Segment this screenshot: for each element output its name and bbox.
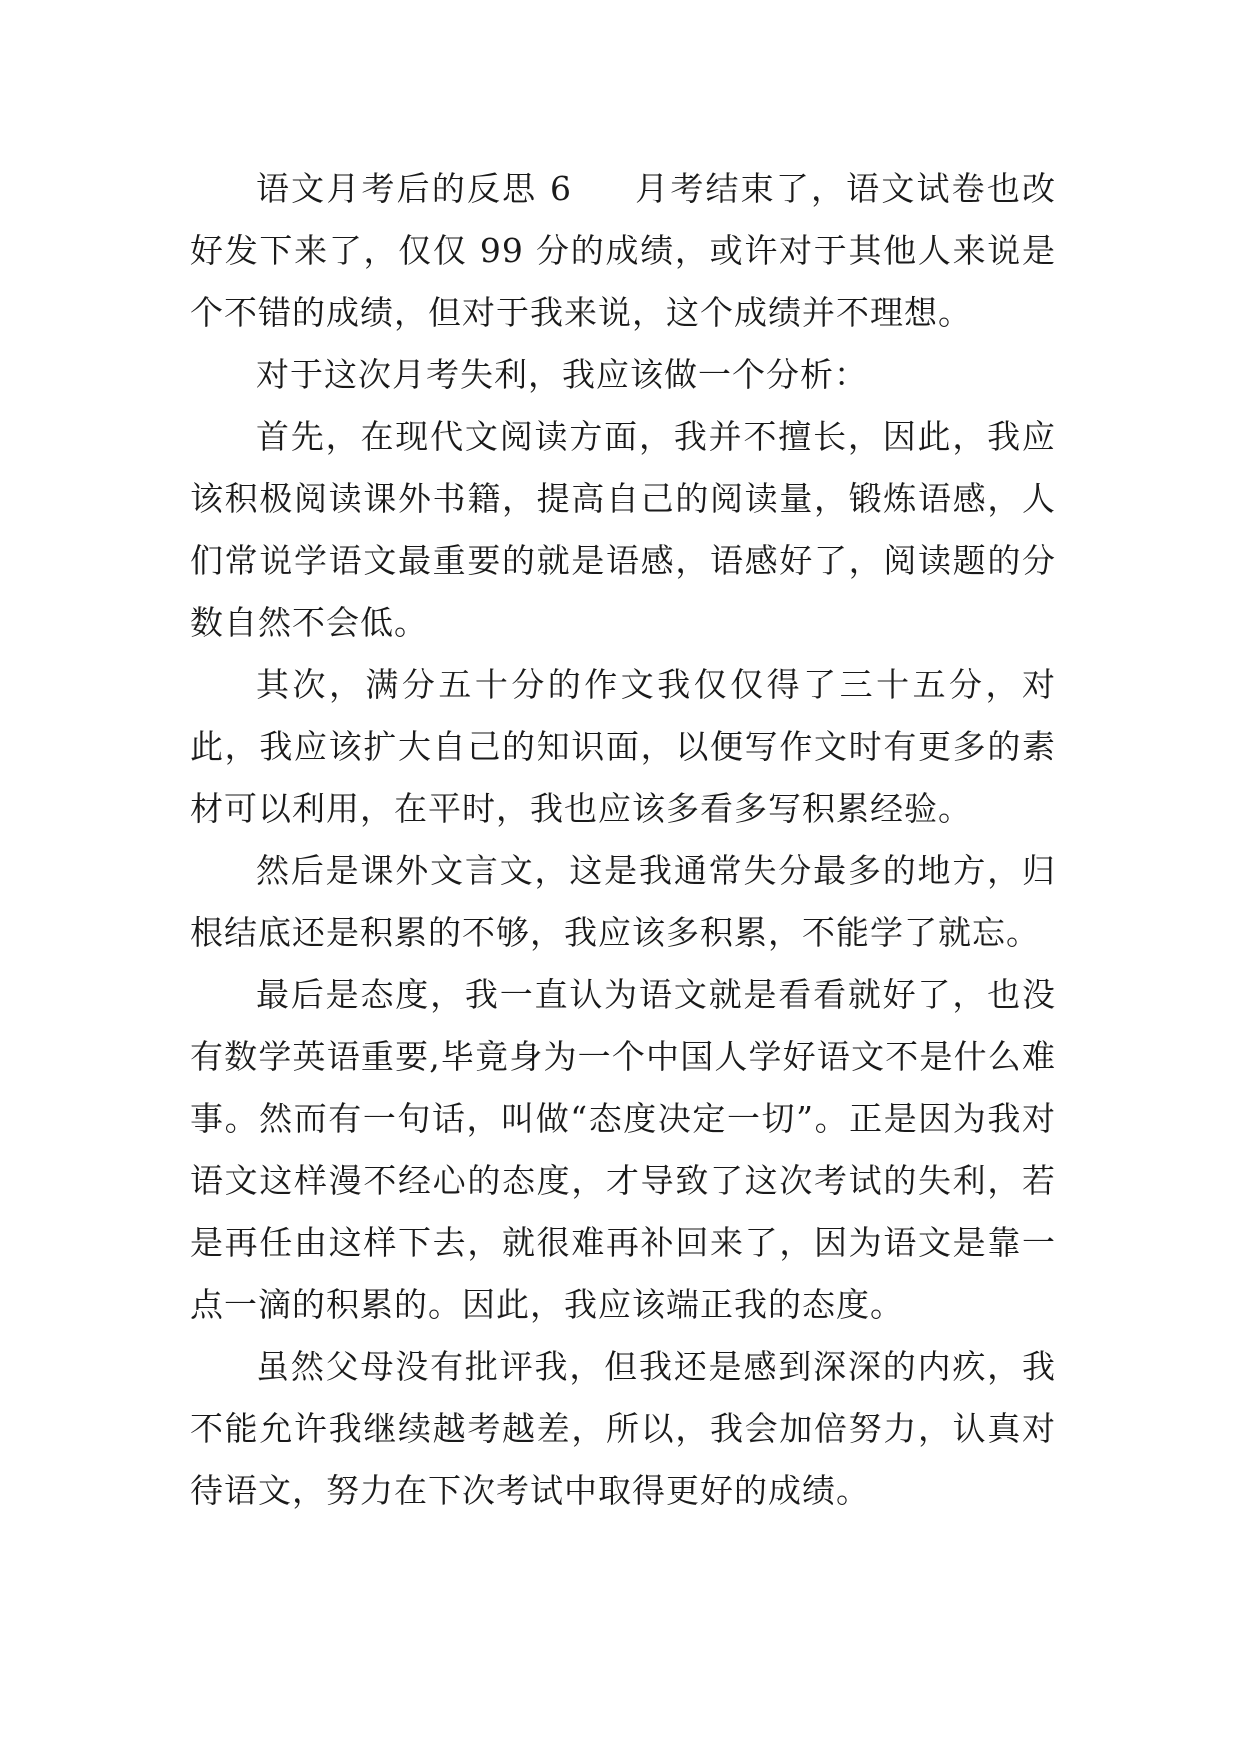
paragraph-1 [190,158,1056,344]
paragraph-2: 对于这次月考失利，我应该做一个分析： [256,355,868,394]
document-heading: 语文月考后的反思 6 [256,169,572,208]
paragraph-7: 虽然父母没有批评我，但我还是感到深深的内疚，我不能允许我继续越考越差，所以，我会加倍努力，认真对待语文，努力在下次考试中取得更好的成绩。 [190,1347,1056,1510]
paragraph-6: 最后是态度，我一直认为语文就是看看就好了，也没有数学英语重要,毕竟身为一个中国人学好语文不是什么难事。然而有一句话，叫做“态度决定一切”。正是因为我对语文这样漫不经心的态度，才导致了这次考试的失利，若是再任由这样下去，就很难再补回来了，因为语文是靠一点一滴的积累的。因此，我应该端正我的态度。 [190,975,1056,1324]
paragraph-4: 其次，满分五十分的作文我仅仅得了三十五分，对此，我应该扩大自己的知识面，以便写作文时有更多的素材可以利用，在平时，我也应该多看多写积累经验。 [190,665,1056,828]
paragraph-3: 首先，在现代文阅读方面，我并不擅长，因此，我应该积极阅读课外书籍，提高自己的阅读量，锻炼语感，人们常说学语文最重要的就是语感，语感好了，阅读题的分数自然不会低。 [190,417,1056,642]
paragraph-1-text: 月考结束了，语文试卷也改好发下来了，仅仅 99 分的成绩，或许对于其他人来说是个不错的成绩，但对于我来说，这个成绩并不理想。 [190,169,1057,332]
paragraph-5: 然后是课外文言文，这是我通常失分最多的地方，归根结底还是积累的不够，我应该多积累，不能学了就忘。 [190,851,1056,952]
document-body [190,158,1056,1522]
